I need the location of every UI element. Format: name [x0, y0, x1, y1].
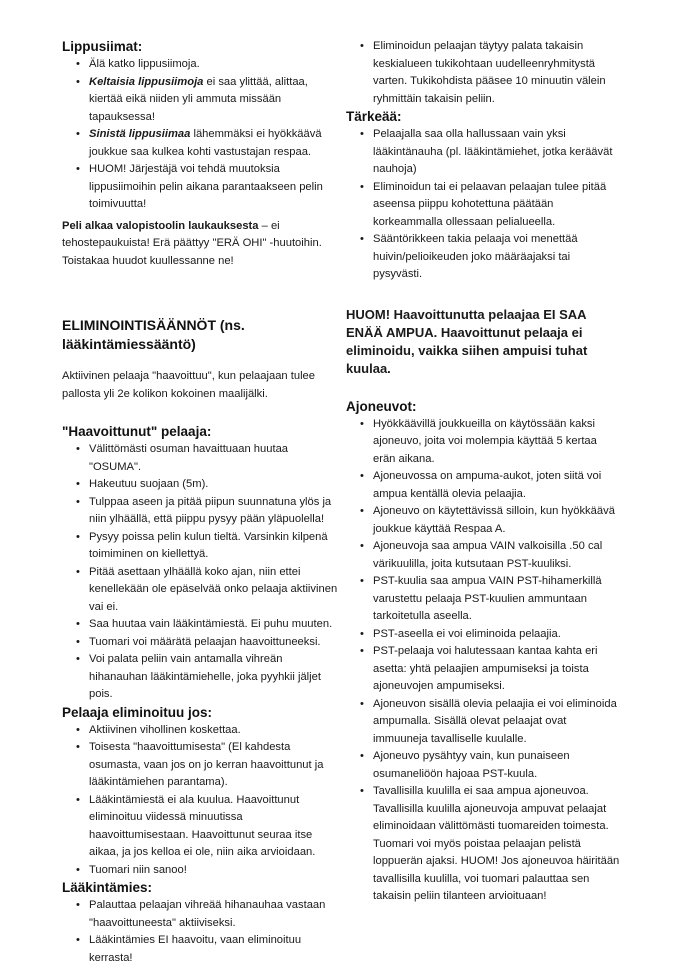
list-item: • Ajoneuvon sisällä olevia pelaajia ei voi eliminoida ampumalla. Sisällä olevat pelaajat ovat immuuneja tavalliselle kuulalle.: [373, 696, 620, 749]
eliminated-heading: Pelaaja eliminoituu jos:: [62, 704, 213, 720]
list-item: • Aktiivinen vihollinen koskettaa.: [89, 722, 340, 740]
list-item: • Palauttaa pelaajan vihreää hihanauhaa vastaan "haavoittuneesta" aktiiviseksi.: [89, 897, 340, 932]
list-item: • Hakeutuu suojaan (5m).: [89, 476, 340, 494]
wounded-list: [62, 441, 340, 704]
yellow-line-emphasis: Keltaisia lippusiimoja: [89, 75, 204, 88]
vehicles-heading: Ajoneuvot:: [346, 398, 417, 414]
list-item: • Voi palata peliin vain antamalla vihreän hihanauhan lääkintämiehelle, joka pyyhkii jäljet pois.: [89, 651, 340, 704]
return-list: [346, 38, 620, 108]
list-item: • HUOM! Järjestäjä voi tehdä muutoksia lippusiimoihin pelin aikana parantaakseen pelin toimivuutta!: [89, 161, 340, 214]
huom-notice: HUOM! Haavoittunutta pelaajaa EI SAA ENÄÄ AMPUA. Haavoittunut pelaaja ei eliminoidu, vaikka siihen ampuisi tuhat kuulaa.: [346, 306, 588, 376]
lippusiimat-list: [62, 56, 340, 214]
list-item: • Ajoneuvossa on ampuma-aukot, joten siitä voi ampua kentällä olevia pelaajia.: [373, 468, 620, 503]
list-item: • Sinistä lippusiimaa lähemmäksi ei hyökkäävä joukkue saa kulkea kohti vastustajan respaa.: [89, 126, 340, 161]
list-item: • Eliminoidun pelaajan täytyy palata takaisin keskialueen tukikohtaan uudelleenryhmitystä varten. Tukikohdista pääsee 10 minuutin välein ryhmittäin takaisin peliin.: [373, 38, 620, 108]
list-item: • Välittömästi osuman havaittuaan huutaa "OSUMA".: [89, 441, 340, 476]
list-item: • Ajoneuvoja saa ampua VAIN valkoisilla .50 cal värikuulilla, joita kutsutaan PST-kuuliksi.: [373, 538, 620, 573]
list-item: • Tavallisilla kuulilla ei saa ampua ajoneuvoa. Tavallisilla kuulilla ajoneuvoja ampuvat pelaajat eliminoidaan välittömästi tuomareiden toimesta. Tuomari voi myös poistaa pelaajan pelistä loppuerän ajaksi. HUOM! Jos ajoneuvoa häiritään tavallisilla kuulilla, voi tuomari palauttaa sen takaisin peliin tilanteen arvioituaan!: [373, 783, 620, 906]
list-item: • Tuomari voi määrätä pelaajan haavoittuneeksi.: [89, 634, 340, 652]
left-column: [62, 38, 340, 967]
list-item: • Toisesta "haavoittumisesta" (El kahdesta osumasta, vaan jos on jo kerran haavoittunut ja lääkintämiehen parantama).: [89, 739, 340, 792]
blue-line-emphasis: Sinistä lippusiimaa: [89, 128, 191, 140]
list-item: • Sääntörikkeen takia pelaaja voi menettää huivin/pelioikeuden joko määräajaksi tai pysyvästi.: [373, 231, 620, 284]
list-item: • Lääkintämiestä ei ala kuulua. Haavoittunut eliminoituu viidessä minuutissa haavoittumisestaan. Haavoittunut seuraa itse aikaa, ja jos kelloa ei ole, niin aika arvioidaan.: [89, 792, 340, 862]
list-item: • PST-aseella ei voi eliminoida pelaajia.: [373, 626, 620, 644]
list-item: • Pitää asettaan ylhäällä koko ajan, niin ettei kenellekään ole epäselvää onko pelaaja aktiivinen vai ei.: [89, 564, 340, 617]
important-heading: Tärkeää:: [346, 109, 402, 124]
list-item: • Tulppaa aseen ja pitää piipun suunnatuna ylös ja niin ylhäällä, että piippu pysyy pään yläpuolella!: [89, 494, 340, 529]
list-item: • Hyökkäävillä joukkueilla on käytössään kaksi ajoneuvo, joita voi molempia käyttää 5 kertaa erän aikana.: [373, 416, 620, 469]
list-item: • PST-kuulia saa ampua VAIN PST-hihamerkillä varustettu pelaaja PST-kuulien ammuntaan tarkoitetulla aseella.: [373, 573, 620, 626]
list-item: • Saa huutaa vain lääkintämiestä. Ei puhu muuten.: [89, 616, 340, 634]
list-item: • Pelaajalla saa olla hallussaan vain yksi lääkintänauha (pl. lääkintämiehet, jotka keräävät nauhoja): [373, 126, 620, 179]
list-item: • Tuomari niin sanoo!: [89, 862, 340, 880]
wounded-heading: "Haavoittunut" pelaaja:: [62, 424, 212, 439]
important-list: [346, 126, 620, 284]
list-item: • Keltaisia lippusiimoja ei saa ylittää, alittaa, kiertää eikä niiden yli ammuta missään tapauksessa!: [89, 74, 340, 127]
eliminated-list: [62, 722, 340, 880]
list-item: • Ajoneuvo on käytettävissä silloin, kun hyökkäävä joukkue käyttää Respaa A.: [373, 503, 620, 538]
right-column: [346, 38, 620, 906]
medic-list: [62, 897, 340, 967]
vehicles-list: [346, 416, 620, 906]
list-item: • Ajoneuvo pysähtyy vain, kun punaiseen osumaneliöön hajoaa PST-kuula.: [373, 748, 620, 783]
lippusiimat-heading: Lippusiimat:: [62, 39, 143, 54]
list-item: • Eliminoidun tai ei pelaavan pelaajan tulee pitää aseensa piippu kohotettuna päätään korkeammalla ollessaan pelialueella.: [373, 179, 620, 232]
list-item: • Pysyy poissa pelin kulun tieltä. Varsinkin kilpenä toimiminen on kiellettyä.: [89, 529, 340, 564]
elimination-rules-paragraph: Aktiivinen pelaaja "haavoittuu", kun pelaajaan tulee pallosta yli 2e kolikon kokoinen maalijälki.: [62, 370, 316, 400]
game-start-paragraph: Peli alkaa valopistoolin laukauksesta – ei tehostepaukuista! Erä päättyy "ERÄ OHI" -huutoihin. Toistakaa huudot kuullessanne ne!: [62, 219, 322, 267]
elimination-rules-heading: ELIMINOINTISÄÄNNÖT (ns. lääkintämiessääntö): [62, 317, 245, 352]
list-item: • PST-pelaaja voi halutessaan kantaa kahta eri asetta: yhtä pelaajien ampumiseksi ja toista ajoneuvojen ampumiseksi.: [373, 643, 620, 696]
list-item: • Älä katko lippusiimoja.: [89, 56, 340, 74]
medic-heading: Lääkintämies:: [62, 880, 153, 895]
list-item: • Lääkintämies EI haavoitu, vaan eliminoituu kerrasta!: [89, 932, 340, 967]
